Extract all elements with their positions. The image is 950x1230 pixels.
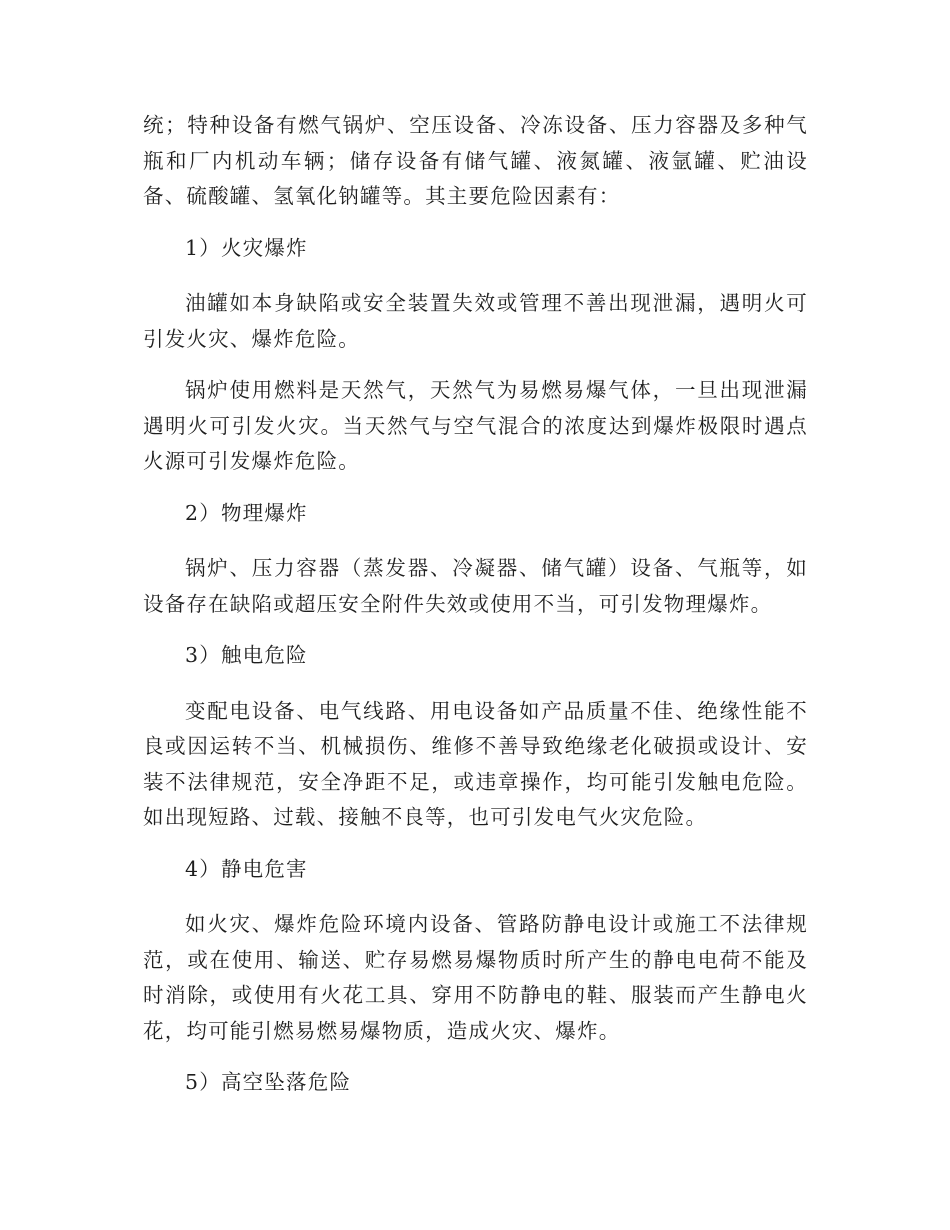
heading-static-hazard: 4）静电危害 (185, 856, 308, 881)
paragraph-static-electricity: 如火灾、爆炸危险环境内设备、管路防静电设计或施工不法律规范，或在使用、输送、贮存易燃易爆物质时所产生的静电电荷不能及时消除，或使用有火花工具、穿用不防静电的鞋、服装而产生静电火花，均可能引燃易燃易爆物质，造成火灾、爆炸。 (143, 912, 808, 1043)
document-body (143, 108, 808, 1121)
paragraph-boiler-gas: 锅炉使用燃料是天然气，天然气为易燃易爆气体，一旦出现泄漏遇明火可引发火灾。当天然气与空气混合的浓度达到爆炸极限时遇点火源可引发爆炸危险。 (143, 378, 808, 473)
heading-electric-shock: 3）触电危险 (185, 643, 308, 667)
heading-fall-from-height: 5）高空坠落危险 (185, 1070, 352, 1094)
heading-fire-explosion: 1）火灾爆炸 (185, 235, 308, 260)
paragraph-electrical-equipment: 变配电设备、电气线路、用电设备如产品质量不佳、绝缘性能不良或因运转不当、机械损伤、维修不善导致绝缘老化破损或设计、安装不法律规范，安全净距不足，或违章操作，均可能引发触电危险。如出现短路、过载、接触不良等，也可引发电气火灾危险。 (143, 698, 808, 829)
paragraph-oil-tank: 油罐如本身缺陷或安全装置失效或管理不善出现泄漏，遇明火可引发火灾、爆炸危险。 (143, 291, 808, 351)
heading-physical-explosion: 2）物理爆炸 (185, 500, 308, 525)
paragraph-equipment-list: 统；特种设备有燃气锅炉、空压设备、冷冻设备、压力容器及多种气瓶和厂内机动车辆；储存设备有储气罐、液氮罐、液氩罐、贮油设备、硫酸罐、氢氧化钠罐等。其主要危险因素有： (143, 113, 808, 208)
paragraph-pressure-vessel: 锅炉、压力容器（蒸发器、冷凝器、储气罐）设备、气瓶等，如设备存在缺陷或超压安全附件失效或使用不当，可引发物理爆炸。 (143, 556, 808, 616)
